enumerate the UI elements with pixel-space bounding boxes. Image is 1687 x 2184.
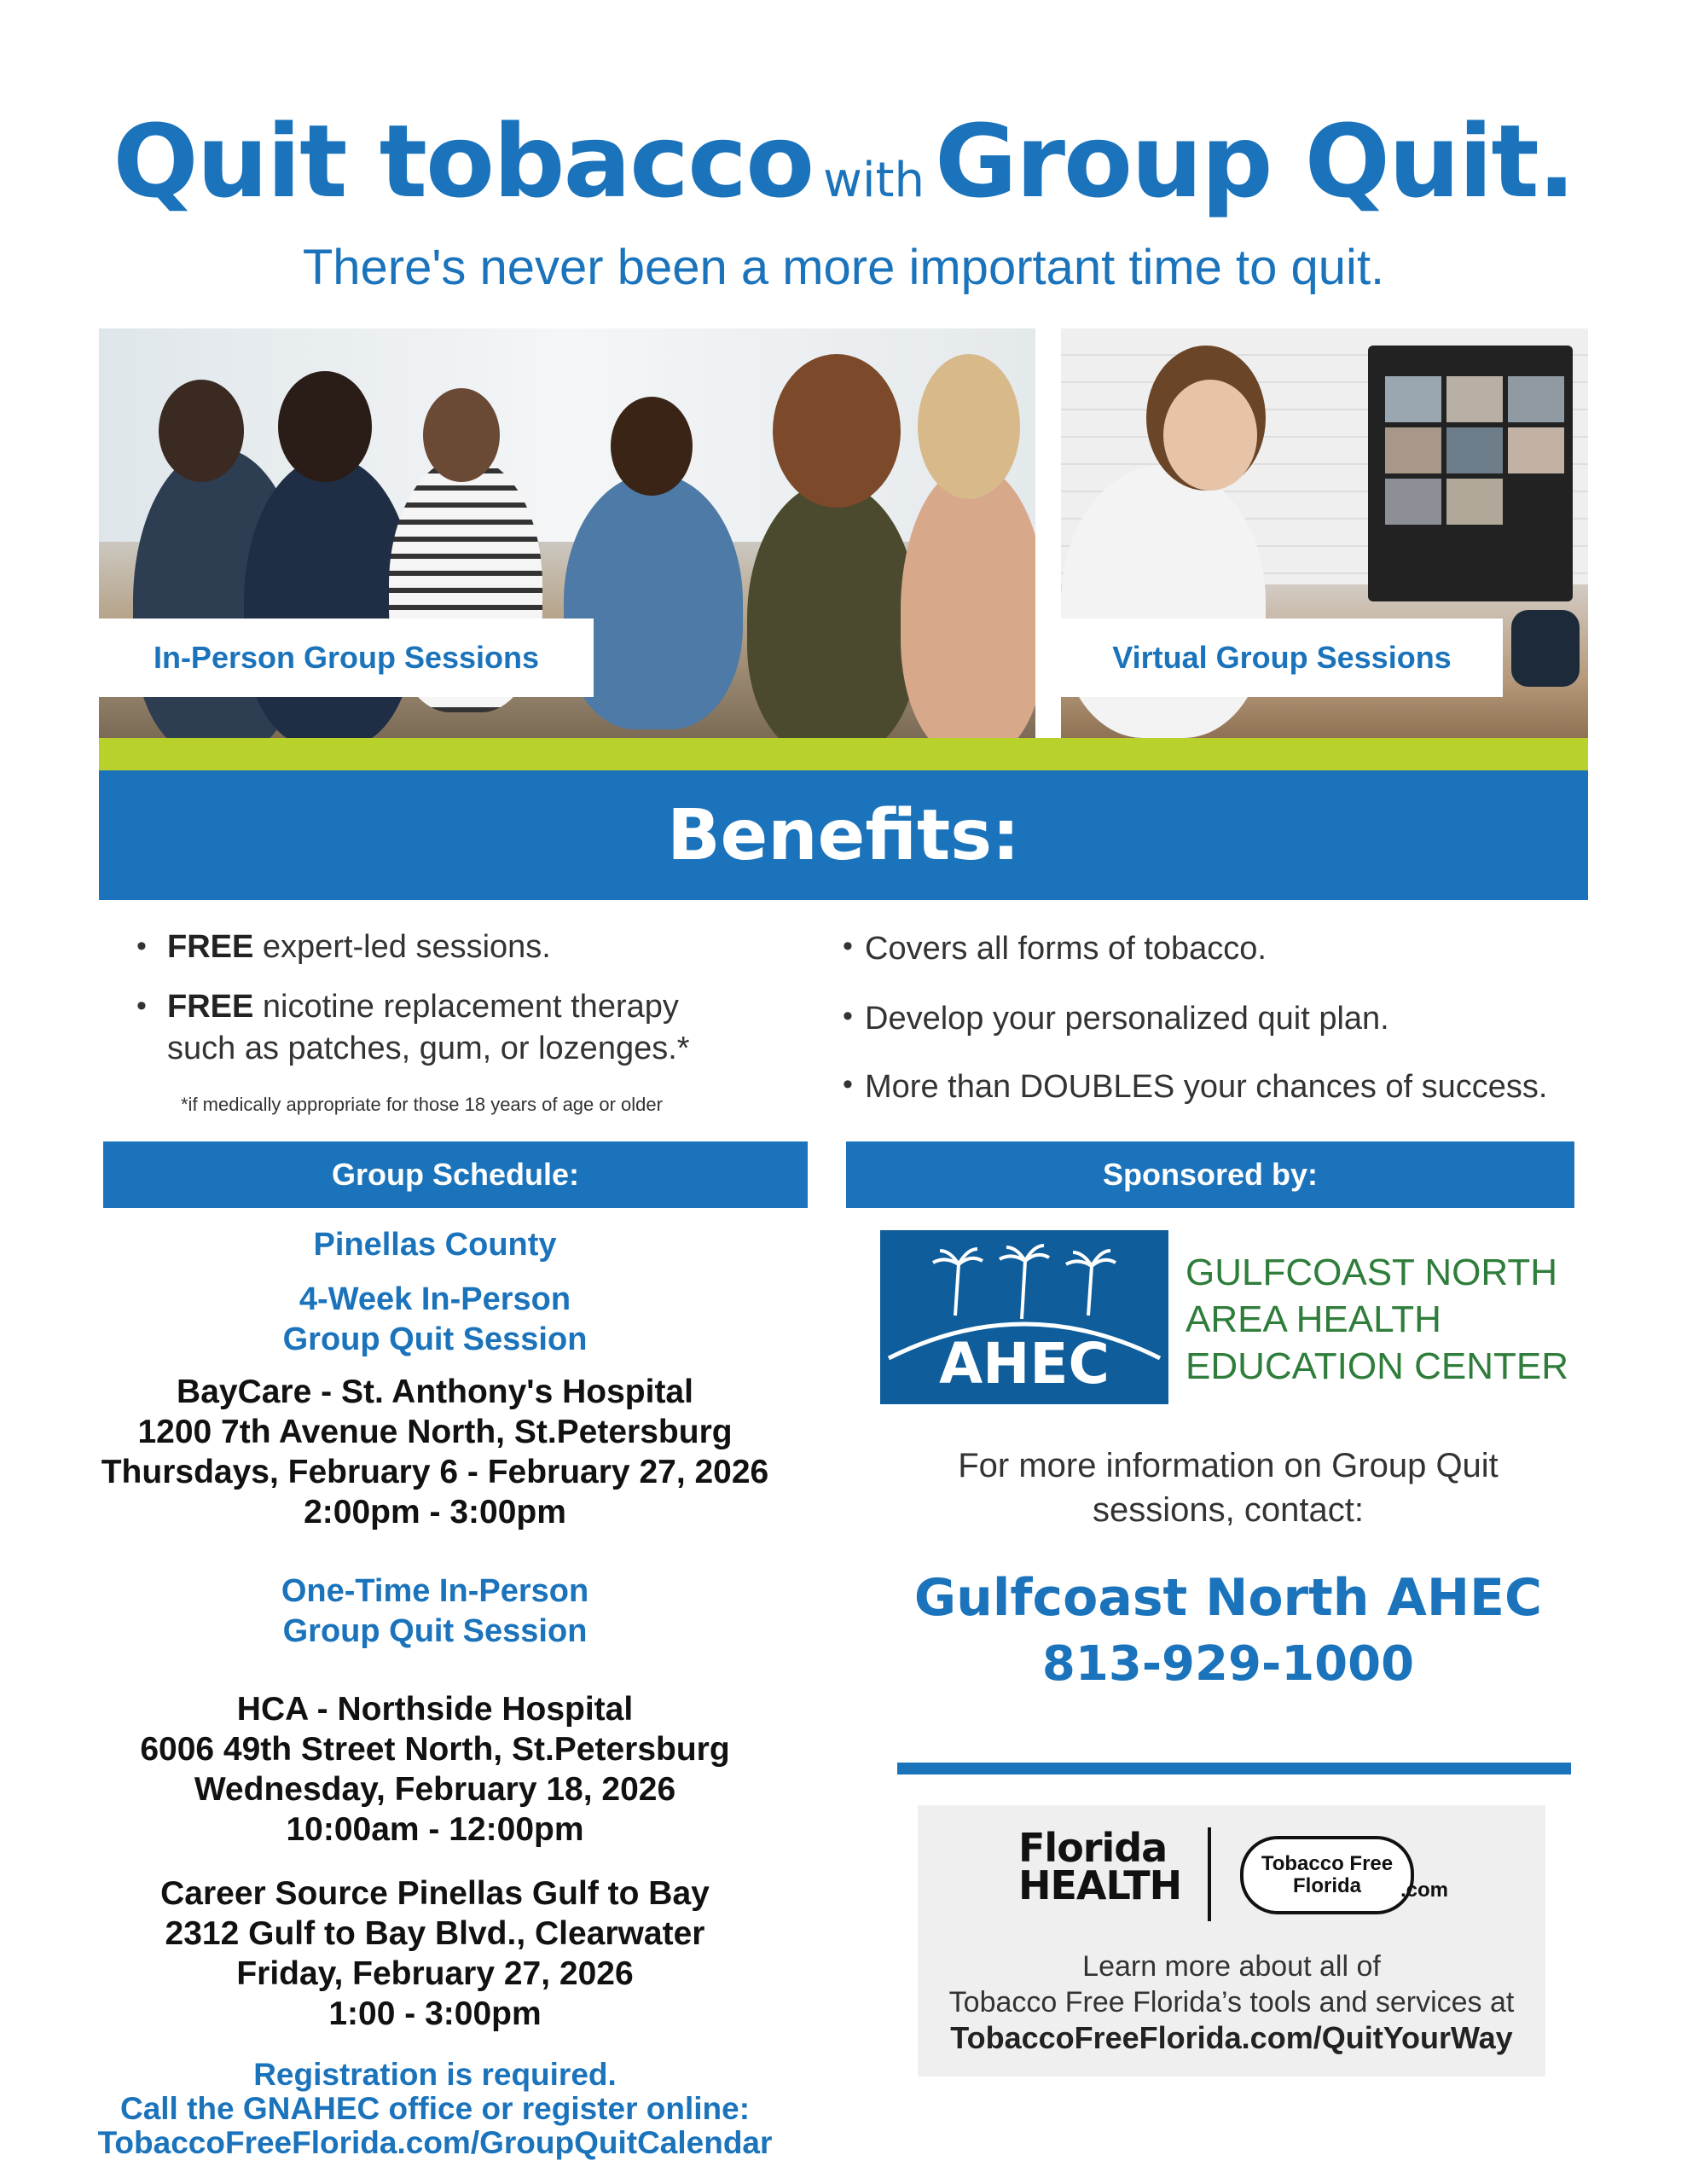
virtual-label: Virtual Group Sessions (1061, 619, 1503, 697)
session2-location: HCA - Northside Hospital (236, 1691, 634, 1728)
ahec-name-line3: EDUCATION CENTER (1186, 1345, 1568, 1387)
learn-more-text (918, 1949, 1545, 2020)
contact-phone[interactable]: 813-929-1000 (1041, 1636, 1415, 1692)
registration-call: Call the GNAHEC office or register online: (119, 2091, 751, 2126)
session3-location: Career Source Pinellas Gulf to Bay (160, 1875, 710, 1912)
ahec-full-name (1186, 1249, 1568, 1390)
ahec-logo (880, 1230, 1168, 1404)
florida-word: Florida (1018, 1825, 1168, 1871)
schedule-header: Group Schedule: (103, 1141, 808, 1208)
learn-line2: Tobacco Free Florida’s tools and services at (948, 1986, 1515, 2018)
session2-details (51, 1689, 819, 1850)
bullet-icon: • (843, 1068, 853, 1101)
session2-title-line1: One-Time In-Person (281, 1573, 589, 1609)
session1-location: BayCare - St. Anthony's Hospital (177, 1374, 693, 1410)
session2-title-line2: Group Quit Session (282, 1613, 588, 1649)
registration-url[interactable]: TobaccoFreeFlorida.com/GroupQuitCalendar (97, 2125, 773, 2160)
page-title (0, 102, 1687, 220)
florida-health-box (918, 1805, 1545, 2077)
sponsor-header: Sponsored by: (846, 1141, 1574, 1208)
session1-time: 2:00pm - 3:00pm (304, 1494, 566, 1531)
accent-band (99, 738, 1588, 770)
contact-info-text (896, 1443, 1561, 1532)
session1-title-line2: Group Quit Session (282, 1321, 588, 1357)
bullet-icon: • (136, 930, 147, 962)
session2-address: 6006 49th Street North, St.Petersburg (140, 1731, 730, 1768)
contact-line2: sessions, contact: (1093, 1491, 1364, 1529)
benefit-bold: FREE (167, 989, 254, 1025)
ahec-name-line2: AREA HEALTH (1186, 1298, 1441, 1340)
bullet-icon: • (136, 990, 147, 1022)
learn-line1: Learn more about all of (1082, 1950, 1381, 1983)
benefit-text: expert-led sessions. (253, 929, 551, 965)
benefit-free-sessions (167, 926, 551, 968)
logo-separator (1208, 1827, 1211, 1921)
session2-title (51, 1571, 819, 1652)
tff-line2: Florida (1292, 1874, 1361, 1897)
session3-time: 1:00 - 3:00pm (328, 1995, 542, 2032)
bullet-icon: • (843, 1000, 853, 1032)
tff-line1: Tobacco Free (1261, 1852, 1394, 1875)
benefit-text: nicotine replacement therapy (253, 989, 679, 1025)
session1-details (51, 1372, 819, 1532)
registration-required: Registration is required. (253, 2057, 617, 2092)
session2-time: 10:00am - 12:00pm (286, 1811, 584, 1848)
benefits-title: Benefits: (667, 794, 1020, 876)
divider (897, 1763, 1571, 1774)
page-subtitle: There's never been a more important time to quit. (302, 240, 1385, 295)
contact-org: Gulfcoast North AHEC (913, 1568, 1543, 1628)
bullet-icon: • (843, 930, 853, 962)
benefit-free-nrt (167, 986, 690, 1069)
title-with: with (823, 153, 925, 208)
benefits-band (99, 770, 1588, 900)
title-part1: Quit tobacco (113, 102, 814, 220)
contact-line1: For more information on Group Quit (958, 1447, 1499, 1484)
session1-dates: Thursdays, February 6 - February 27, 2026 (101, 1454, 769, 1490)
monitor (1368, 346, 1573, 601)
benefit-all-forms: Covers all forms of tobacco. (865, 931, 1267, 967)
session3-date: Friday, February 27, 2026 (236, 1955, 634, 1992)
session1-title-line1: 4-Week In-Person (299, 1281, 571, 1317)
benefit-bold: FREE (167, 929, 254, 965)
title-part2: Group Quit. (934, 102, 1574, 220)
benefit-quit-plan: Develop your personalized quit plan. (865, 1001, 1389, 1037)
quit-your-way-link[interactable]: TobaccoFreeFlorida.com/QuitYourWay (950, 2020, 1513, 2055)
benefit-doubles: More than DOUBLES your chances of success. (865, 1069, 1548, 1105)
virtual-photo (1061, 328, 1588, 738)
florida-health-logo (1018, 1825, 1182, 1908)
health-word: HEALTH (1018, 1862, 1182, 1908)
in-person-label: In-Person Group Sessions (99, 619, 594, 697)
session2-date: Wednesday, February 18, 2026 (194, 1771, 676, 1808)
in-person-photo (99, 328, 1035, 738)
ahec-name-line1: GULFCOAST NORTH (1186, 1252, 1557, 1293)
session1-title (51, 1280, 819, 1360)
ahec-logo-text: AHEC (939, 1331, 1110, 1397)
tobacco-free-florida-logo (1240, 1836, 1414, 1914)
county-name: Pinellas County (313, 1227, 557, 1263)
benefit-text-line2: such as patches, gum, or lozenges.* (167, 1030, 690, 1066)
tff-com: .com (1400, 1879, 1449, 1902)
registration-note (26, 2058, 844, 2160)
footnote: *if medically appropriate for those 18 years of age or older (181, 1094, 663, 1115)
session3-address: 2312 Gulf to Bay Blvd., Clearwater (165, 1915, 705, 1952)
session3-details (51, 1873, 819, 2034)
session1-address: 1200 7th Avenue North, St.Petersburg (137, 1414, 733, 1450)
